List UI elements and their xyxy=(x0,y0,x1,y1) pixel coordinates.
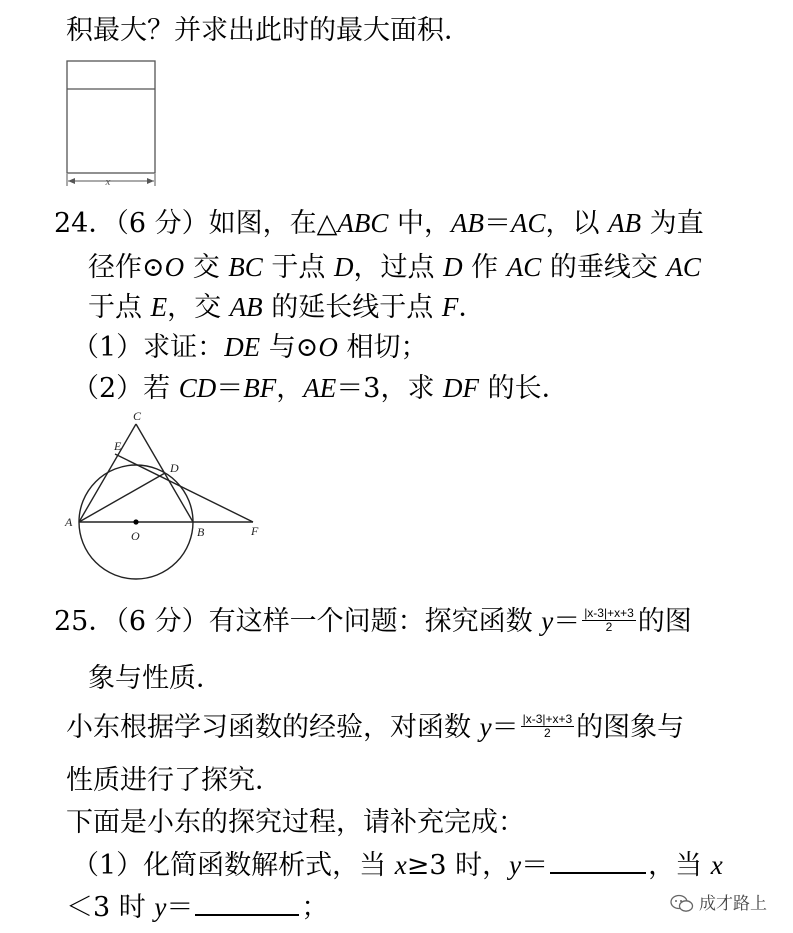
watermark xyxy=(670,889,767,914)
q25-line-3: 小东根据学习函数的经验，对函数 y＝ $\frac{|x-3|+x+3}{2}$ 的图象与 xyxy=(66,712,685,743)
q24-part-2: （2）若 CD＝BF，AE＝3，求 DF 的长． xyxy=(72,373,569,404)
watermark-text: 成才路上 xyxy=(699,894,767,914)
segment-ad xyxy=(79,473,165,522)
label-d: D xyxy=(170,461,179,475)
wechat-icon xyxy=(670,894,694,914)
label-b: B xyxy=(197,525,205,539)
segment-ac xyxy=(79,424,136,522)
q24-part-1: （1）求证：DE 与⊙O 相切； xyxy=(72,332,428,363)
q24-geometry-figure xyxy=(60,408,270,588)
q25-line-7: ＜3 时 y＝ ； xyxy=(66,892,329,923)
q25-line-1: 25．（6 分）有这样一个问题：探究函数 y＝ $\frac{|x-3|+x+3}{2}$ 的图 xyxy=(54,606,692,637)
q23-x-label: x xyxy=(105,176,111,188)
q23-rectangle-figure xyxy=(60,56,164,190)
q24-line-2: 径作⊙O 交 BC 于点 D，过点 D 作 AC 的垂线交 AC xyxy=(88,252,701,283)
q24-line-1: 24．（6 分）如图，在△ABC 中，AB＝AC，以 AB 为直 xyxy=(54,208,704,239)
q25-line-6: （1）化简函数解析式，当 x≥3 时，y＝ ，当 x xyxy=(72,850,723,881)
answer-blank-2[interactable] xyxy=(195,892,299,916)
label-f: F xyxy=(251,524,259,538)
label-e: E xyxy=(114,439,122,453)
q24-line-3: 于点 E，交 AB 的延长线于点 F． xyxy=(88,292,486,323)
q23-tail-text: 积最大？并求出此时的最大面积． xyxy=(66,15,471,46)
label-a: A xyxy=(65,515,73,529)
segment-ef xyxy=(115,454,253,522)
q25-line-5: 下面是小东的探究过程，请补充完成： xyxy=(66,807,525,838)
label-o: O xyxy=(131,529,140,543)
fraction-expression-2: $\frac{|x-3|+x+3}{2}$ xyxy=(522,712,573,740)
label-c: C xyxy=(133,409,142,423)
center-point-o xyxy=(133,519,138,524)
answer-blank-1[interactable] xyxy=(550,850,646,874)
fraction-expression-1: $\frac{|x-3|+x+3}{2}$ xyxy=(584,606,634,634)
q25-line-4: 性质进行了探究． xyxy=(66,765,282,796)
q25-line-2: 象与性质． xyxy=(88,663,223,694)
